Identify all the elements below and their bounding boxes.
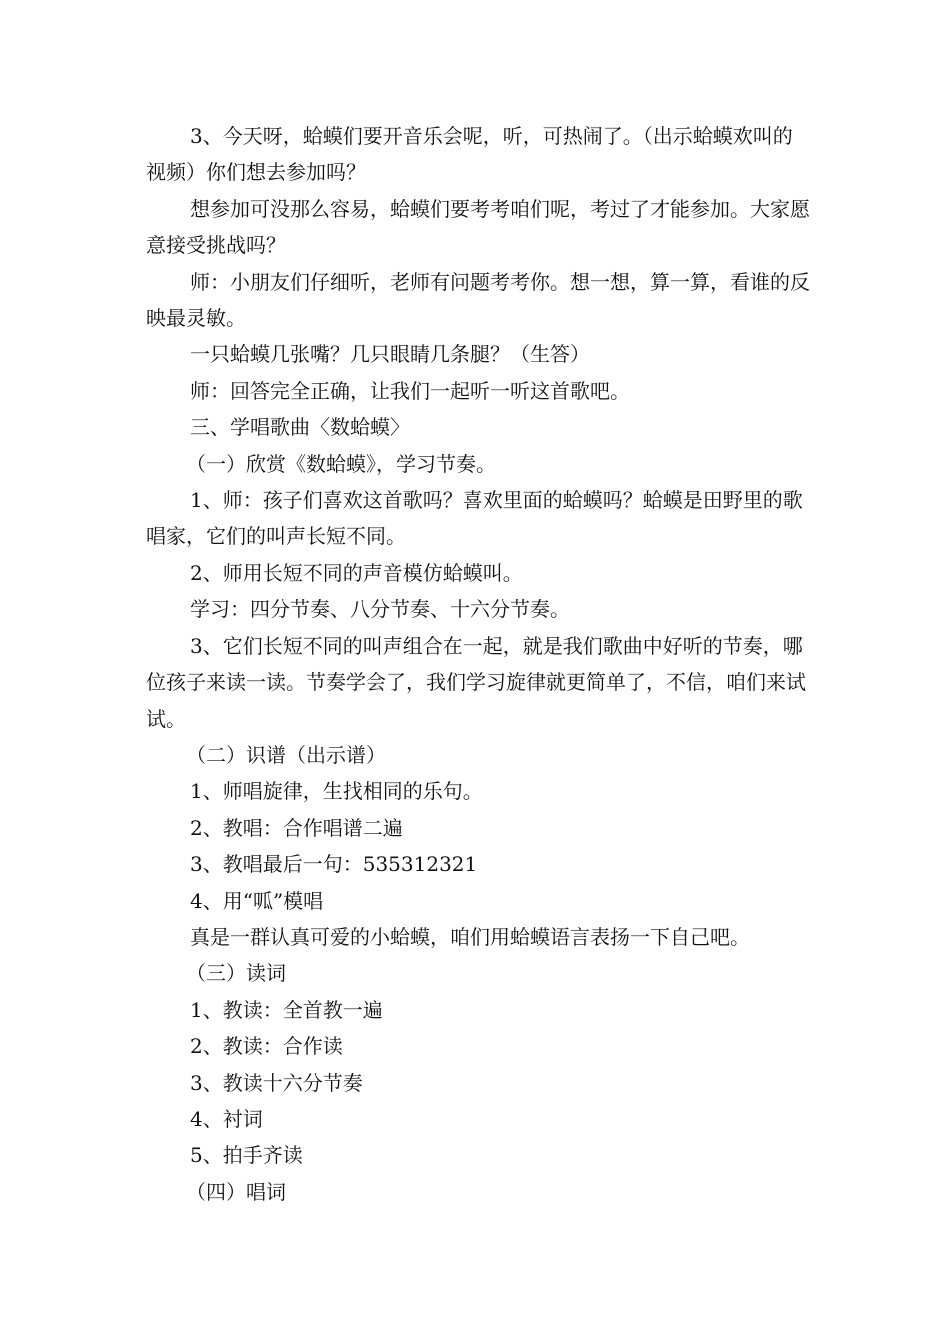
- subsection-heading-3: （三）读词: [186, 961, 286, 986]
- subsection-heading-2: （二）识谱（出示谱）: [186, 742, 386, 767]
- paragraph-10: 真是一群认真可爱的小蛤蟆，咱们用蛤蟆语言表扬一下自己吧。: [190, 924, 750, 949]
- paragraph-2: 想参加可没那么容易，蛤蟆们要考考咱们呢，考过了才能参加。大家愿意接受挑战吗？: [146, 196, 810, 258]
- list-item: 2、教读：合作读: [190, 1034, 343, 1059]
- paragraph-1: 3、今天呀，蛤蟆们要开音乐会呢，听，可热闹了。（出示蛤蟆欢叫的视频）你们想去参加吗？: [146, 124, 793, 185]
- paragraph-3: 师：小朋友们仔细听，老师有问题考考你。想一想，算一算，看谁的反映最灵敏。: [146, 269, 810, 331]
- paragraph-8: 学习：四分节奏、八分节奏、十六分节奏。: [190, 597, 570, 622]
- list-item: 3、教唱最后一句：535312321: [190, 852, 478, 877]
- subsection-heading-1: （一）欣赏《数蛤蟆》，学习节奏。: [186, 451, 496, 476]
- list-item: 5、拍手齐读: [190, 1143, 303, 1168]
- paragraph-7: 2、师用长短不同的声音模仿蛤蟆叫。: [190, 560, 523, 585]
- document-page: [146, 118, 810, 1210]
- paragraph-4: 一只蛤蟆几张嘴？几只眼睛几条腿？（生答）: [190, 342, 590, 367]
- list-item: 1、教读：全首教一遍: [190, 997, 383, 1022]
- list-item: 4、用“呱”模唱: [190, 888, 324, 913]
- subsection-heading-4: （四）唱词: [186, 1179, 286, 1204]
- paragraph-9: 3、它们长短不同的叫声组合在一起，就是我们歌曲中好听的节奏，哪位孩子来读一读。节奏学会了，我们学习旋律就更简单了，不信，咱们来试试。: [146, 633, 806, 731]
- paragraph-6: 1、师：孩子们喜欢这首歌吗？喜欢里面的蛤蟆吗？蛤蟆是田野里的歌唱家，它们的叫声长短不同。: [146, 488, 803, 549]
- section-heading-3: 三、学唱歌曲〈数蛤蟆〉: [190, 415, 410, 440]
- paragraph-5: 师：回答完全正确，让我们一起听一听这首歌吧。: [190, 378, 630, 403]
- list-item: 4、衬词: [190, 1106, 263, 1131]
- list-item: 1、师唱旋律，生找相同的乐句。: [190, 779, 483, 804]
- list-item: 3、教读十六分节奏: [190, 1070, 363, 1095]
- list-item: 2、教唱：合作唱谱二遍: [190, 815, 403, 840]
